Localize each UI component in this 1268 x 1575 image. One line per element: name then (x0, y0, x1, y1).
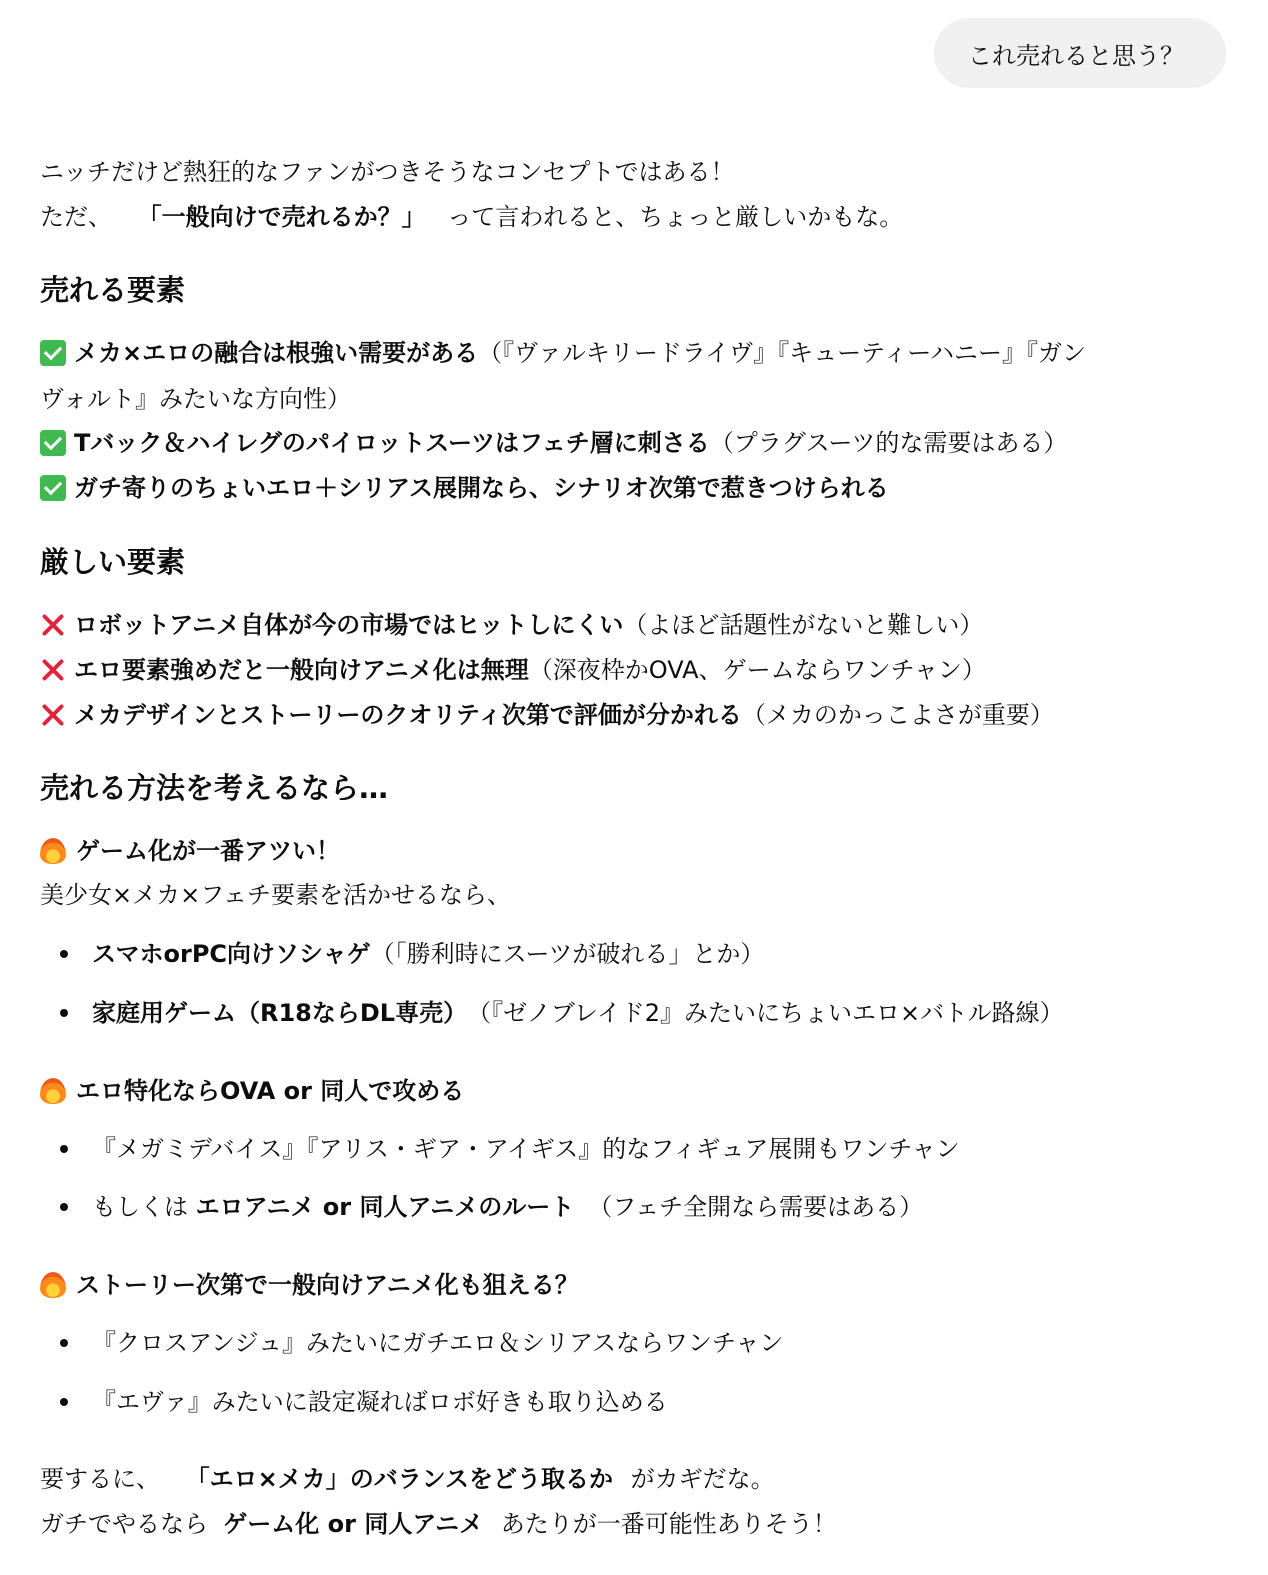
check-icon (40, 430, 66, 456)
sell-item (40, 430, 1067, 456)
sell-item-continuation: ヴォルト』みたいな方向性） (40, 385, 352, 413)
list-item (38, 942, 764, 966)
game-title: ゲーム化が一番アツい！ (76, 837, 340, 865)
list-item-text: 『メガミデバイス』『アリス・ギア・アイギス』的なフィギュア展開もワンチャン (92, 1135, 960, 1163)
list-item (38, 1001, 1064, 1025)
list-item (38, 1195, 923, 1219)
story-title-row (40, 1272, 579, 1298)
intro-line-1: ニッチだけど熱狂的なファンがつきそうなコンセプトではある！ (40, 158, 735, 186)
list-item (38, 1390, 668, 1414)
sell-item-bold: ガチ寄りのちょいエロ＋シリアス展開なら、シナリオ次第で惹きつけられる (74, 474, 889, 502)
method-heading: 売れる方法を考えるなら… (40, 771, 389, 805)
list-item-rest: （『ゼノブレイド2』みたいにちょいエロ×バトル路線） (467, 999, 1064, 1027)
check-icon (40, 475, 66, 501)
list-item (38, 1137, 960, 1161)
list-item-text: 『クロスアンジュ』みたいにガチエロ＆シリアスならワンチャン (92, 1329, 784, 1357)
conclusion-line-1-bold: 「エロ×メカ」のバランスをどう取るか (185, 1465, 614, 1493)
hard-item-rest: （よほど話題性がないと難しい） (623, 611, 984, 639)
hard-item-rest: （深夜枠かOVA、ゲームならワンチャン） (528, 656, 986, 684)
sell-item-rest: （プラグスーツ的な需要はある） (709, 429, 1068, 457)
fire-icon (40, 838, 66, 864)
ova-title: エロ特化ならOVA or 同人で攻める (76, 1077, 465, 1105)
intro-line-2 (40, 205, 903, 229)
conclusion-line-2-pre: ガチでやるなら (40, 1510, 216, 1538)
cross-icon (40, 612, 66, 638)
conclusion-line-1 (40, 1467, 775, 1491)
list-item (38, 1331, 783, 1355)
user-message-text: これ売れると思う？ (968, 41, 1184, 70)
bullet-dot (60, 1009, 68, 1017)
sell-item-bold: メカ×エロの融合は根強い需要がある (74, 339, 479, 367)
conclusion-line-2-post: あたりが一番可能性ありそう！ (500, 1510, 837, 1538)
conclusion-line-2-bold: ゲーム化 or 同人アニメ (223, 1510, 484, 1538)
hard-item (40, 657, 986, 683)
bullet-dot (60, 950, 68, 958)
conclusion-line-1-pre: 要するに、 (40, 1465, 160, 1493)
check-icon (40, 340, 66, 366)
bullet-dot (60, 1398, 68, 1406)
intro-line-2-bold: 「一般向けで売れるか？」 (137, 203, 426, 231)
bullet-dot (60, 1339, 68, 1347)
sell-heading: 売れる要素 (40, 273, 186, 307)
list-item-text: 『エヴァ』みたいに設定凝ればロボ好きも取り込める (92, 1388, 668, 1416)
cross-icon (40, 657, 66, 683)
hard-item-bold: エロ要素強めだと一般向けアニメ化は無理 (74, 656, 529, 684)
conclusion-line-1-post: がカギだな。 (630, 1465, 775, 1493)
list-item-rest: （「勝利時にスーツが破れる」とか） (370, 940, 765, 968)
intro-line-2-pre: ただ、 (40, 203, 112, 231)
user-message-bubble (934, 18, 1226, 88)
fire-icon (40, 1078, 66, 1104)
ova-title-row (40, 1078, 464, 1104)
list-item-rest: （フェチ全開なら需要はある） (588, 1193, 924, 1221)
list-item-bold: スマホorPC向けソシャゲ (92, 940, 371, 968)
list-item-bold: 家庭用ゲーム（R18ならDL専売） (92, 999, 468, 1027)
bullet-dot (60, 1145, 68, 1153)
fire-icon (40, 1272, 66, 1298)
game-title-row (40, 838, 340, 864)
hard-item-rest: （メカのかっこよさが重要） (741, 701, 1054, 729)
sell-item-rest: （『ヴァルキリードライヴ』『キューティーハニー』『ガン (478, 339, 1087, 367)
conclusion-line-2 (40, 1512, 837, 1536)
list-item-pre: もしくは (92, 1193, 196, 1221)
hard-item-bold: メカデザインとストーリーのクオリティ次第で評価が分かれる (74, 701, 742, 729)
sell-item (40, 475, 889, 501)
sell-item-bold: Tバック＆ハイレグのパイロットスーツはフェチ層に刺さる (74, 429, 710, 457)
cross-icon (40, 702, 66, 728)
hard-item (40, 612, 983, 638)
list-item-bold: エロアニメ or 同人アニメのルート (195, 1193, 575, 1221)
hard-heading: 厳しい要素 (40, 545, 186, 579)
story-title: ストーリー次第で一般向けアニメ化も狙える？ (76, 1271, 579, 1299)
bullet-dot (60, 1203, 68, 1211)
game-desc: 美少女×メカ×フェチ要素を活かせるなら、 (40, 881, 512, 909)
sell-item (40, 340, 1086, 366)
hard-item (40, 702, 1054, 728)
hard-item-bold: ロボットアニメ自体が今の市場ではヒットしにくい (74, 611, 624, 639)
intro-line-2-post: って言われると、ちょっと厳しいかもな。 (447, 203, 904, 231)
